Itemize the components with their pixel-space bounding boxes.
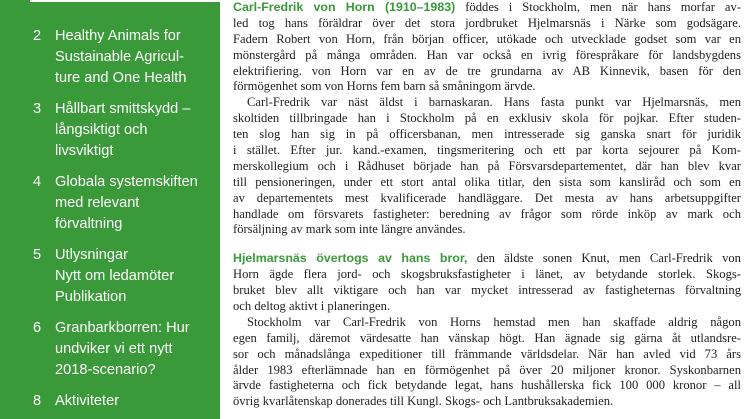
- article-line: Stockholm var Carl-Fredrik von Horns hemstad men han skaffade aldrig någon: [247, 314, 741, 329]
- article-line-text: föddes i Stockholm, men när hans morfar av-: [465, 0, 741, 14]
- paragraph-spacer: [233, 238, 741, 251]
- article-paragraph-1: [233, 0, 741, 95]
- toc-page-number: 4: [33, 174, 42, 190]
- article-paragraph-3: [233, 251, 741, 315]
- toc-title-line: Healthy Animals for: [55, 28, 181, 44]
- article-paragraph-4: [233, 315, 741, 410]
- toc-title-line: Aktiviteter: [55, 393, 120, 409]
- article-line: handlade om försvarets fastigheter: beredning av frågor som rörde inköp av mark och: [233, 206, 741, 221]
- toc-title-line: Publikation: [55, 289, 127, 305]
- toc-item-page-4[interactable]: [0, 172, 220, 235]
- toc-title-line: Hållbart smittskydd –: [55, 101, 191, 117]
- article-line: av departementets mest kvalificerade handläggare. Det mesta av hans arbetsuppgifter: [233, 190, 741, 205]
- toc-list: [0, 26, 220, 419]
- toc-title-line: undviker vi ett nytt: [55, 341, 173, 357]
- article-line: i stället. Efter jur. kand.-examen, tingsmeritering och ett par korta sejourer på Kom-: [233, 143, 741, 158]
- article-line: Carl-Fredrik var näst äldst i barnaskaran. Hans fasta punkt var Hjelmarsnäs, men: [247, 95, 741, 110]
- article-line: sor och månadslånga expeditioner till främmande världsdelar. När han avled vid 73 års: [233, 346, 741, 361]
- article-line: och deltog aktivt i planeringen.: [233, 299, 391, 314]
- article-line: försäljning av mark som inte längre användes.: [233, 222, 466, 237]
- article-line: elektrifiering. von Horn var en av de tre grundarna av AB Kinnevik, basen för den: [233, 63, 741, 78]
- toc-sidebar: [0, 0, 220, 419]
- toc-title-line: Sustainable Agricul-: [55, 49, 184, 65]
- toc-title-line: Granbarkborren: Hur: [55, 320, 190, 336]
- article-line: skoltiden tillbringade han i Stockholm på en exklusiv skola för pojkar. Efter studen-: [233, 111, 741, 126]
- article-line: [233, 251, 741, 267]
- article-line: övrig kvarlåtenskap donerades till Kungl. Skogs- och Lantbruksakademien.: [233, 394, 614, 409]
- article-line: bruket blev allt viktigare och han var mycket intresserad av fastigheternas förvaltning: [233, 283, 741, 298]
- article-body: [233, 0, 741, 410]
- toc-title-line: Globala systemskiften: [55, 174, 198, 190]
- toc-title-line: med relevant: [55, 195, 140, 211]
- article-line: merskollegium och i Rådhuset började han på Försvarsdepartementet, där han blev kvar: [233, 158, 741, 173]
- toc-title-line: 2018-scenario?: [55, 362, 156, 378]
- article-line: egen familj, däremot värdesatte han vänskap högt. Han ägnade sig gärna åt utlandsre-: [233, 330, 741, 345]
- article-line: mönstergård på många områden. Han var också en ivrig förespråkare för landsbygdens: [233, 47, 741, 62]
- toc-page-number: 2: [33, 28, 42, 44]
- toc-title-line: livsviktigt: [55, 143, 114, 159]
- toc-title-line: Utlysningar: [55, 247, 128, 263]
- toc-title-line: Nytt om ledamöter: [55, 268, 175, 284]
- article-line: led tog hans föräldrar över det stora jordbruket Hjelmarsnäs i Närke som godsägare.: [233, 15, 741, 30]
- toc-item-page-2[interactable]: [0, 26, 220, 89]
- article-line: förmögenhet som von Horns fem barn så småningom ärvde.: [233, 79, 536, 94]
- toc-page-number: 3: [33, 101, 42, 117]
- toc-page-number: 5: [33, 247, 42, 263]
- toc-page-number: 8: [33, 393, 42, 409]
- article-line: till pensioneringen, under ett stort antal olika titlar, den sista som kansliråd och som en: [233, 174, 741, 189]
- article-line: ålder 1983 efterlämnade han en förmögenhet på över 20 miljoner kronor. Syskonbarnen: [233, 362, 741, 377]
- toc-page-number: 6: [33, 320, 42, 336]
- toc-item-page-5[interactable]: [0, 245, 220, 308]
- article-lead-heading: Carl-Fredrik von Horn (1910–1983): [233, 0, 456, 14]
- toc-title-line: ture and One Health: [55, 70, 187, 86]
- article-paragraph-2: [233, 95, 741, 238]
- toc-item-page-6[interactable]: [0, 318, 220, 381]
- article-line: Horn ägde flera jord- och skogsbruksfastigheter i länet, av betydande storlek. Skogs-: [233, 267, 741, 282]
- article-line-text: den äldste sonen Knut, men Carl-Fredrik von: [476, 251, 741, 266]
- article-line: Fadern Robert von Horn, från början officer, utökade och utvecklade godset som var en: [233, 31, 741, 46]
- toc-title-line: förvaltning: [55, 216, 123, 232]
- toc-item-page-8[interactable]: [0, 391, 220, 412]
- toc-item-page-3[interactable]: [0, 99, 220, 162]
- article-line: [233, 0, 741, 16]
- sidebar-divider: [30, 0, 220, 2]
- article-line: ärvde fastigheterna och fick betydande legat, hans hushållerska fick 100 000 kronor – all: [233, 378, 741, 393]
- article-line: ten slog han sig in på officersbanan, men intresserade sig ganska snart för juridik: [233, 127, 741, 142]
- article-lead-heading: Hjelmarsnäs övertogs av hans bror,: [233, 251, 468, 266]
- toc-title-line: långsiktigt och: [55, 122, 148, 138]
